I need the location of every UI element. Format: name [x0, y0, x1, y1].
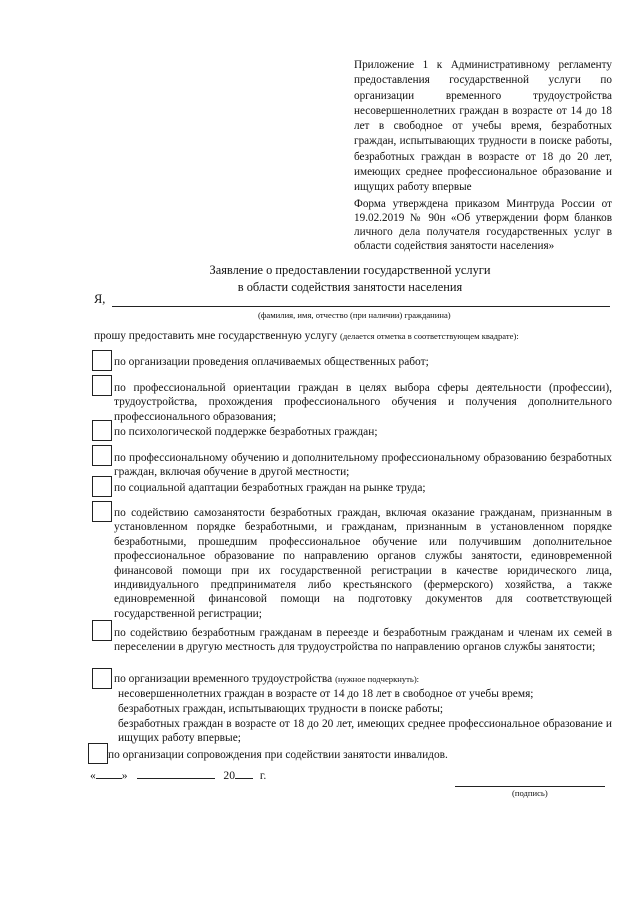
option-public-works: по организации проведения оплачиваемых общественных работ; [114, 356, 429, 368]
request-note: (делается отметка в соответствующем квадрате): [340, 331, 519, 341]
subitem-job-search-difficulties[interactable]: безработных граждан, испытывающих трудности в поиске работы; [118, 703, 444, 715]
appendix-note [354, 58, 612, 196]
form-approval-note [354, 197, 612, 253]
subitem-minors[interactable]: несовершеннолетних граждан в возрасте от 14 до 18 лет в свободное от учебы время; [118, 688, 534, 700]
subitem-young-graduates[interactable]: безработных граждан в возрасте от 18 до 20 лет, имеющих среднее профессиональное образование и ищущих работу впервые; [118, 718, 612, 745]
title-line-1: Заявление о предоставлении государственной услуги [209, 263, 491, 277]
option-checkbox-temporary-employment[interactable] [92, 668, 112, 689]
option-checkbox-career-guidance[interactable] [92, 375, 112, 396]
option-temporary-employment [114, 672, 612, 686]
applicant-name-caption: (фамилия, имя, отчество (при наличии) гражданина) [258, 310, 451, 320]
option-checkbox-self-employment[interactable] [92, 501, 112, 522]
date-day-blank[interactable] [96, 768, 122, 779]
date-field[interactable] [90, 768, 266, 782]
signature-caption: (подпись) [512, 788, 548, 798]
option-relocation: по содействию безработным гражданам в переезде и безработным гражданам и членам их семей в переселении в другую местность для трудоустройства по направлению органов службы занятости; [114, 627, 612, 654]
request-text: прошу предоставить мне государственную услугу [94, 330, 338, 342]
option-checkbox-psychological-support[interactable] [92, 420, 112, 441]
title-line-2: в области содействия занятости населения [237, 280, 463, 294]
date-close-quote: » [121, 769, 128, 782]
option-professional-training: по профессиональному обучению и дополнительному профессиональному образованию безработных граждан, включая обучение в другой местности; [114, 452, 612, 479]
appendix-text: Приложение 1 к Административному регламенту предоставления государственной услуги по организации временного трудоустройства несовершеннолетних граждан в возрасте от 14 до 18 лет в свободное от учебы время, безработных граждан, испытывающих трудности в поиске работы, безработных граждан в возрасте от 18 до 20 лет, имеющих среднее профессиональное образование и ищущих работу впервые [354, 59, 612, 194]
request-line [94, 330, 519, 342]
option-psychological-support: по психологической поддержке безработных граждан; [114, 426, 378, 438]
approval-text: Форма утверждена приказом Минтруда России от 19.02.2019 № 90н «Об утверждении форм бланков личного дела получателя государственных услуг в области содействия занятости населения» [354, 198, 612, 252]
date-year-prefix: 20 [223, 769, 235, 782]
option-temporary-employment-note: (нужное подчеркнуть): [335, 674, 420, 684]
option-self-employment: по содействию самозанятости безработных граждан, включая оказание гражданам, признанным в установленном порядке безработными, и гражданам, признанным в установленном порядке безработными, прошедшим профессиональное обучение или получившим дополнительное профессиональное образование по направлению органов службы занятости, единовременной финансовой помощи при их государственной регистрации в качестве юридического лица, индивидуального предпринимателя либо крестьянского (фермерского) хозяйства, а также единовременной финансовой помощи на подготовку документов для соответствующей государственной регистрации; [114, 507, 612, 620]
date-year-blank[interactable] [235, 768, 253, 779]
date-open-quote: « [90, 769, 96, 782]
date-year-suffix: г. [259, 769, 267, 782]
applicant-prefix: Я, [94, 292, 106, 306]
option-disabled-support: по организации сопровождения при содействии занятости инвалидов. [108, 749, 448, 761]
option-checkbox-disabled-support[interactable] [88, 743, 108, 764]
date-month-blank[interactable] [137, 768, 215, 779]
option-social-adaptation: по социальной адаптации безработных граждан на рынке труда; [114, 482, 426, 494]
option-checkbox-professional-training[interactable] [92, 445, 112, 466]
option-temporary-employment-label: по организации временного трудоустройства [114, 673, 333, 685]
option-career-guidance: по профессиональной ориентации граждан в целях выбора сферы деятельности (профессии), трудоустройства, прохождения профессионального обучения и получения дополнительного профессионального образования; [114, 382, 612, 423]
option-checkbox-social-adaptation[interactable] [92, 476, 112, 497]
signature-field[interactable] [455, 786, 605, 787]
applicant-name-field[interactable] [112, 306, 610, 307]
option-checkbox-relocation[interactable] [92, 620, 112, 641]
option-checkbox-public-works[interactable] [92, 350, 112, 371]
document-title [140, 262, 560, 296]
